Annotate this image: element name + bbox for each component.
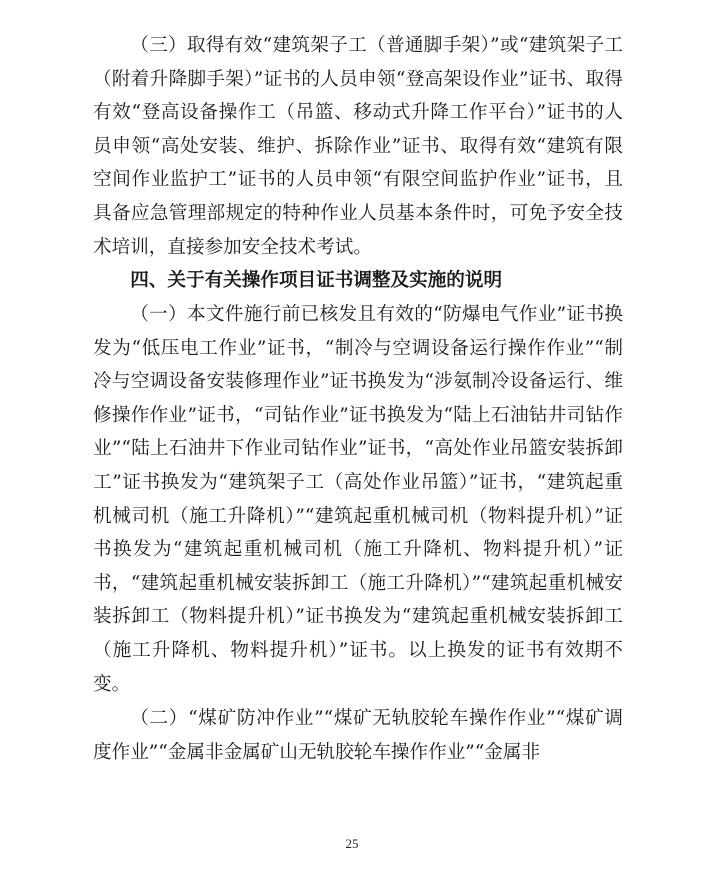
paragraph-text: （三）取得有效“建筑架子工（普通脚手架）”或“建筑架子工（附着升降脚手架）”证书的人员申领“登高架设作业”证书、取得有效“登高设备操作工（吊篮、移动式升降工作平台）”证书的人员申领“高处安装、维护、拆除作业”证书、取得有效“建筑有限空间作业监护工”证书的人员申领“有限空间监护作业”证书，且具备应急管理部规定的特种作业人员基本条件时，可免予安全技术培训，直接参加安全技术考试。 bbox=[93, 35, 623, 258]
paragraph-section-3 bbox=[93, 29, 623, 264]
page-number: 25 bbox=[345, 836, 359, 851]
section-heading-4: 四、关于有关操作项目证书调整及实施的说明 bbox=[130, 270, 503, 291]
paragraph-item-2 bbox=[93, 702, 623, 769]
paragraph-text: （一）本文件施行前已核发且有效的“防爆电气作业”证书换发为“低压电工作业”证书，“制冷与空调设备运行操作作业”“制冷与空调设备安装修理作业”证书换发为“涉氨制冷设备运行、维修操作作业”证书，“司钻作业”证书换发为“陆上石油钻井司钻作业”“陆上石油井下作业司钻作业”证书，“高处作业吊篮安装拆卸工”证书换发为“建筑架子工（高处作业吊篮）”证书，“建筑起重机械司机（施工升降机）”“建筑起重机械司机（物料提升机）”证书换发为“建筑起重机械司机（施工升降机、物料提升机）”证书，“建筑起重机械安装拆卸工（施工升降机）”“建筑起重机械安装拆卸工（物料提升机）”证书换发为“建筑起重机械安装拆卸工（施工升降机、物料提升机）”证书。以上换发的证书有效期不变。 bbox=[93, 304, 623, 695]
paragraph-text: （二）“煤矿防冲作业”“煤矿无轨胶轮车操作作业”“煤矿调度作业”“金属非金属矿山无轨胶轮车操作作业”“金属非 bbox=[93, 708, 623, 763]
paragraph-item-1 bbox=[93, 298, 623, 701]
